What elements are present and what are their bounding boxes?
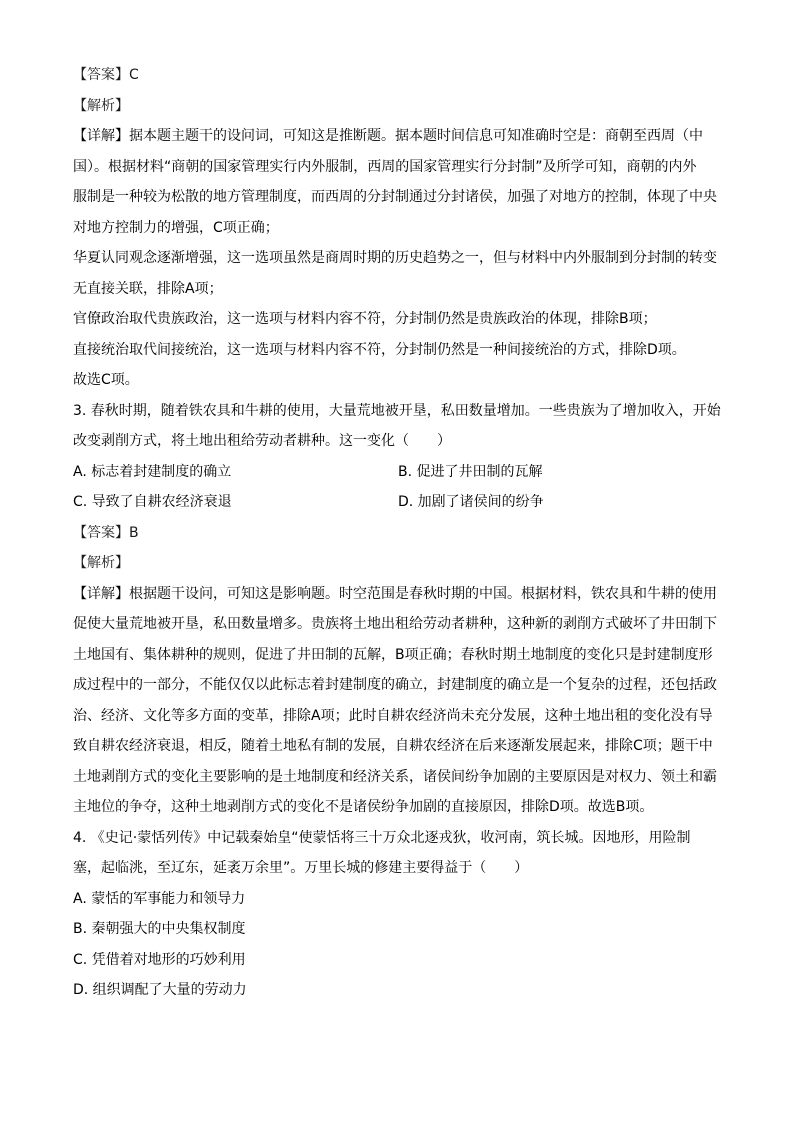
q2-detail-line: 【详解】据本题主题干的设问词，可知这是推断题。据本题时间信息可知准确时空是：商朝至西周（中 — [73, 128, 703, 144]
q2-detail-line: 国）。根据材料“商朝的国家管理实行内外服制，西周的国家管理实行分封制”及所学可知，商朝的内外 — [73, 158, 697, 175]
q3-option-d: D. 加剧了诸侯间的纷争 — [398, 494, 544, 510]
q3-option-a: A. 标志着封建制度的确立 — [73, 463, 232, 480]
q2-detail-line: 官僚政治取代贵族政治，这一选项与材料内容不符，分封制仍然是贵族政治的体现，排除B项； — [73, 311, 657, 327]
q3-stem-line: 改变剥削方式，将土地出租给劳动者耕种。这一变化（ ） — [73, 433, 451, 449]
q4-stem-line: 4. 《史记·蒙恬列传》中记载秦始皇“使蒙恬将三十万众北逐戎狄，收河南，筑长城。因地形，用险制 — [73, 829, 691, 846]
q4-stem-line: 塞，起临洮，至辽东，延袤万余里”。万里长城的修建主要得益于（ ） — [73, 860, 529, 876]
q3-option-b: B. 促进了井田制的瓦解 — [398, 463, 543, 480]
q3-detail-line: 土地国有、集体耕种的规则，促进了井田制的瓦解，B项正确；春秋时期土地制度的变化只是封建制度形 — [73, 646, 713, 663]
q3-option-c: C. 导致了自耕农经济衰退 — [73, 494, 232, 510]
q2-analysis-label: 【解析】 — [73, 97, 129, 114]
q3-analysis-label: 【解析】 — [73, 555, 129, 571]
q4-option-d: D. 组织调配了大量的劳动力 — [73, 982, 247, 998]
q3-detail-line: 成过程中的一部分，不能仅仅以此标志着封建制度的确立，封建制度的确立是一个复杂的过程，还包括政 — [73, 677, 717, 693]
q2-detail-line: 华夏认同观念逐渐增强，这一选项虽然是商周时期的历史趋势之一，但与材料中内外服制到分封制的转变 — [73, 250, 717, 266]
q4-option-a: A. 蒙恬的军事能力和领导力 — [73, 890, 246, 907]
q2-detail-line: 故选C项。 — [73, 372, 139, 388]
q3-detail-line: 治、经济、文化等多方面的变革，排除A项；此时自耕农经济尚未充分发展，这种土地出租的变化没有导 — [73, 707, 713, 724]
q3-detail-line: 促使大量荒地被开垦，私田数量增多。贵族将土地出租给劳动者耕种，这种新的剥削方式破坏了井田制下 — [73, 616, 717, 632]
q2-detail-line: 直接统治取代间接统治，这一选项与材料内容不符，分封制仍然是一种间接统治的方式，排除D项。 — [73, 341, 686, 358]
q2-answer-label: 【答案】C — [73, 67, 139, 83]
q4-option-c: C. 凭借着对地形的巧妙利用 — [73, 951, 246, 968]
q2-detail-line: 对地方控制力的增强，C项正确； — [73, 219, 279, 236]
q3-answer-label: 【答案】B — [73, 524, 139, 541]
q2-detail-line: 服制是一种较为松散的地方管理制度，而西周的分封制通过分封诸侯，加强了对地方的控制，体现了中央 — [73, 189, 717, 205]
q4-option-b: B. 秦朝强大的中央集权制度 — [73, 921, 246, 937]
q3-stem-line: 3. 春秋时期，随着铁农具和牛耕的使用，大量荒地被开垦，私田数量增加。一些贵族为了增加收入，开始 — [73, 402, 721, 419]
q3-options-row — [73, 487, 723, 518]
q3-detail-line: 【详解】根据题干设问，可知这是影响题。时空范围是春秋时期的中国。根据材料，铁农具和牛耕的使用 — [73, 585, 717, 602]
document-page — [73, 60, 723, 1006]
q3-detail-line: 主地位的争夺，这种土地剥削方式的变化不是诸侯纷争加剧的直接原因，排除D项。故选B项。 — [73, 799, 654, 815]
q3-options-row — [73, 457, 723, 488]
q3-detail-line: 土地剥削方式的变化主要影响的是土地制度和经济关系，诸侯间纷争加剧的主要原因是对权力、领土和霸 — [73, 768, 717, 785]
q2-detail-line: 无直接关联，排除A项； — [73, 280, 223, 297]
q3-detail-line: 致自耕农经济衰退，相反，随着土地私有制的发展，自耕农经济在后来逐渐发展起来，排除C项；题干中 — [73, 738, 713, 754]
